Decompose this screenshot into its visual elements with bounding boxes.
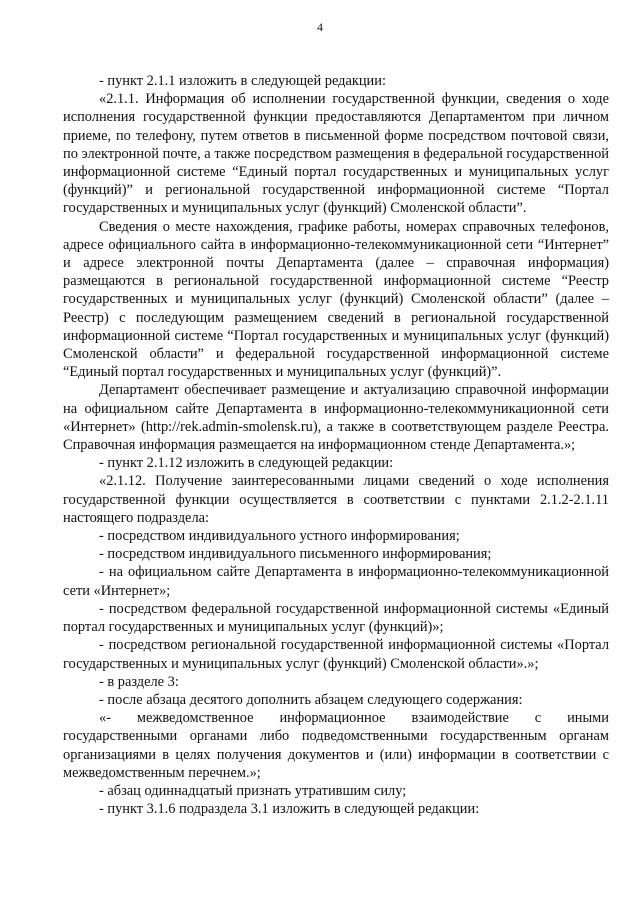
paragraph: «- межведомственное информационное взаимодействие с иными государственными органами либо подведомственными государственным органам организациями в целях получения документов и (или) информации в соответствии с межведомственным перечнем.»; <box>63 710 609 781</box>
paragraph: «2.1.12. Получение заинтересованными лицами сведений о ходе исполнения государственной функции осуществляется в соответствии с пунктами 2.1.2-2.1.11 настоящего подраздела: <box>63 473 609 526</box>
paragraph: - после абзаца десятого дополнить абзацем следующего содержания: <box>99 691 523 708</box>
paragraph: Департамент обеспечивает размещение и актуализацию справочной информации на официальном сайте Департамента в информационно-телекоммуникационной сети «Интернет» (http://rek.admin-smolensk.ru), а также в соответствующем разделе Реестра. Справочная информация размещается на информационном стенде Департамента.»; <box>63 382 609 454</box>
paragraph: «2.1.1. Информация об исполнении государственной функции, сведения о ходе исполнения государственной функции предоставляются Департаментом при личном приеме, по телефону, путем ответов в письменной форме посредством почтовой связи, по электронной почте, а также посредством размещения в федеральной государственной информационной системе “Единый портал государственных и муниципальных услуг (функций)” и региональной государственной информационной системе “Портал государственных и муниципальных услуг (функций) Смоленской области”. <box>63 91 609 217</box>
paragraph: Сведения о месте нахождения, графике работы, номерах справочных телефонов, адресе официального сайта в информационно-телекоммуникационной сети “Интернет” и адресе электронной почты Департамента (далее – справочная информация) размещаются в региональной государственной информационной системе “Реестр государственных и муниципальных услуг (функций) Смоленской области” (далее – Реестр) с последующим размещением сведений в региональной государственной информационной системе “Портал государственных и муниципальных услуг (функций) Смоленской области” и федеральной государственной информационной системе “Единый портал государственных и муниципальных услуг (функций)”. <box>63 218 609 381</box>
list-item: - посредством федеральной государственной информационной системы «Единый портал государственных и муниципальных услуг (функций)»; <box>63 600 609 636</box>
paragraph: - в разделе 3: <box>99 673 179 690</box>
paragraph: - пункт 2.1.12 изложить в следующей редакции: <box>99 455 394 472</box>
paragraph: - пункт 3.1.6 подраздела 3.1 изложить в следующей редакции: <box>99 801 480 818</box>
list-item: - посредством региональной государственной информационной системы «Портал государственных и муниципальных услуг (функций) Смоленской области».»; <box>63 637 609 672</box>
paragraph: - абзац одиннадцатый признать утратившим силу; <box>99 782 407 799</box>
list-item: - посредством индивидуального письменного информирования; <box>99 546 492 563</box>
paragraph: - пункт 2.1.1 изложить в следующей редакции: <box>99 73 386 89</box>
list-item: - на официальном сайте Департамента в информационно-телекоммуникационной сети «Интернет»; <box>63 564 609 599</box>
document-body <box>63 72 609 818</box>
list-item: - посредством индивидуального устного информирования; <box>99 528 460 545</box>
page-number: 4 <box>317 20 323 34</box>
